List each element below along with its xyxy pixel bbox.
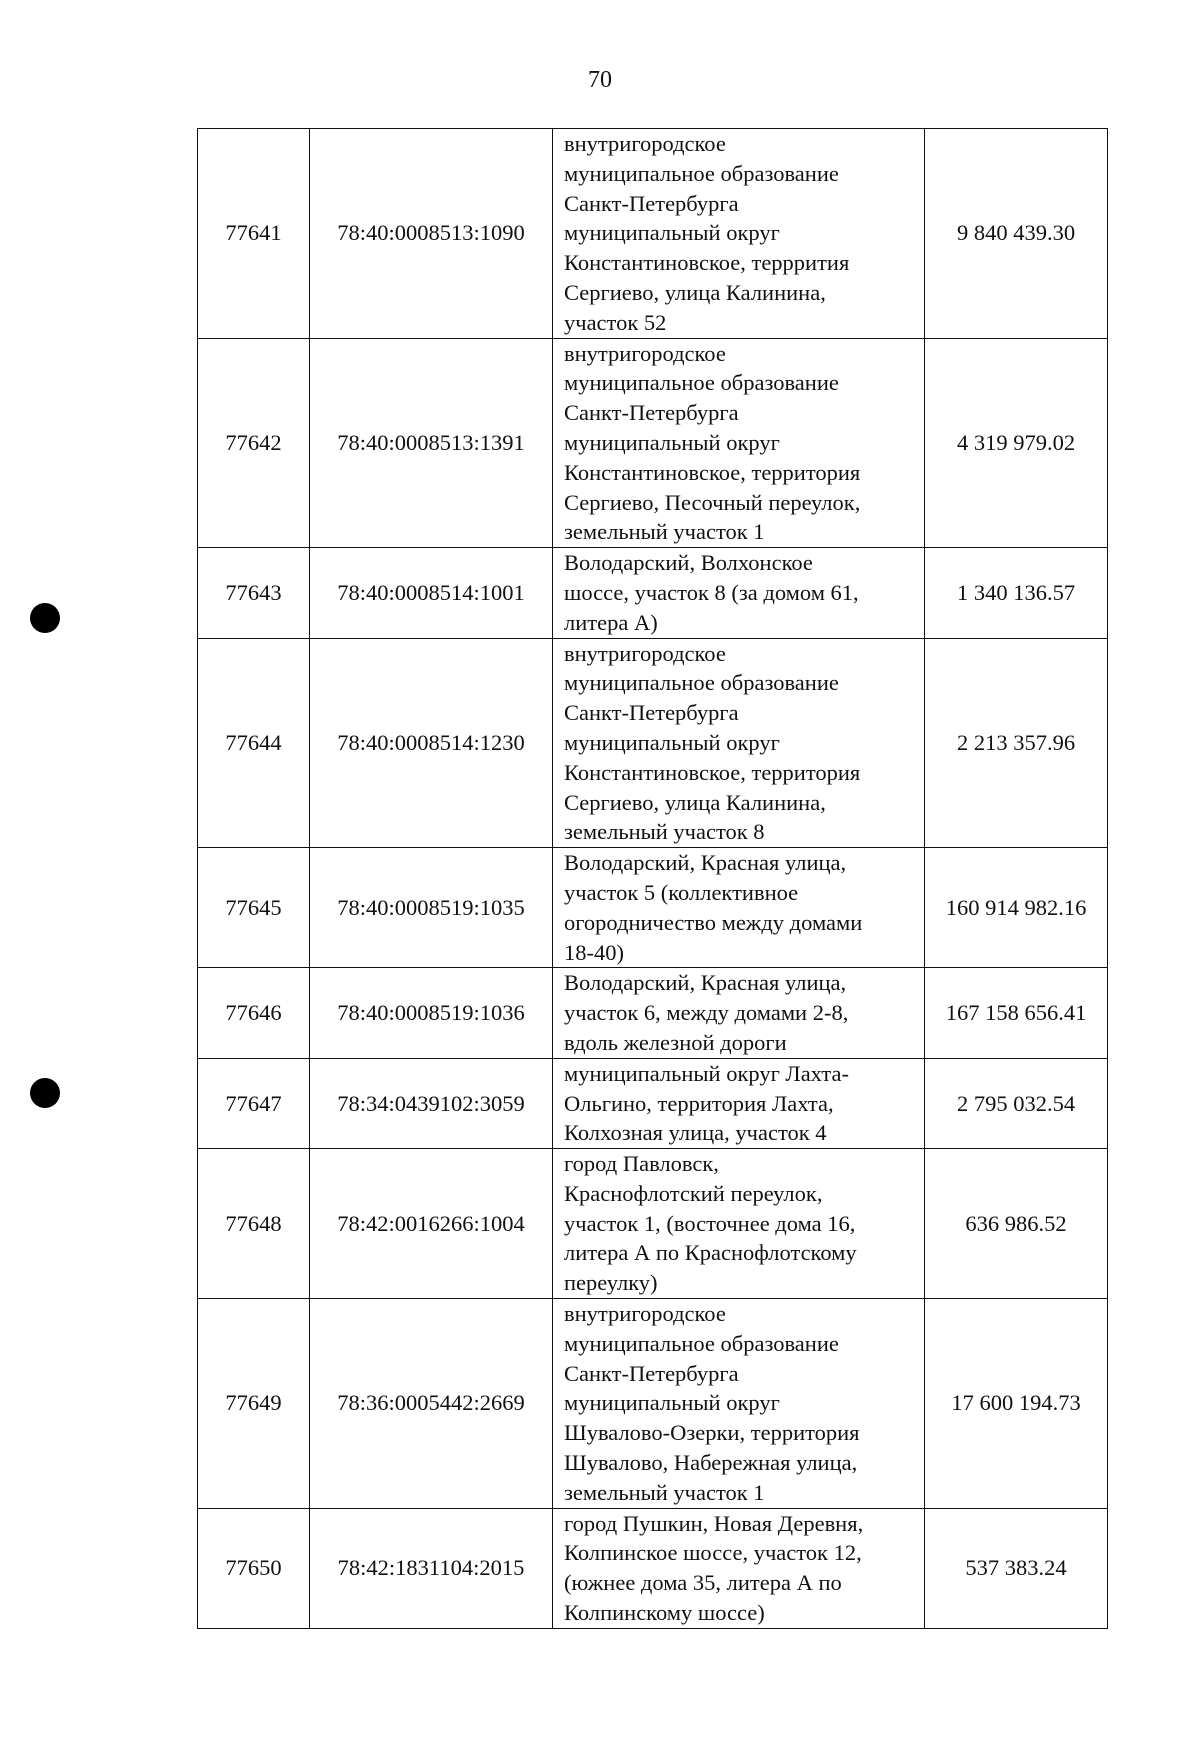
row-number: 77650 — [198, 1508, 310, 1628]
cadastral-number: 78:40:0008513:1391 — [310, 338, 553, 548]
cadastral-value: 537 383.24 — [925, 1508, 1108, 1628]
cadastral-value: 9 840 439.30 — [925, 129, 1108, 339]
punch-hole — [30, 603, 60, 633]
table-row — [198, 129, 1108, 339]
address: Володарский, Волхонское шоссе, участок 8 (за домом 61, литера А) — [553, 548, 925, 638]
cadastral-number: 78:40:0008514:1230 — [310, 638, 553, 848]
row-number: 77641 — [198, 129, 310, 339]
address: муниципальный округ Лахта- Ольгино, территория Лахта, Колхозная улица, участок 4 — [553, 1058, 925, 1148]
table-row — [198, 848, 1108, 968]
cadastral-number: 78:42:0016266:1004 — [310, 1149, 553, 1299]
cadastral-value: 4 319 979.02 — [925, 338, 1108, 548]
table-row — [198, 1149, 1108, 1299]
page-number: 70 — [588, 67, 612, 93]
row-number: 77644 — [198, 638, 310, 848]
table-row — [198, 1299, 1108, 1509]
land-plot-table — [197, 128, 1108, 1629]
address: Володарский, Красная улица, участок 6, между домами 2-8, вдоль железной дороги — [553, 968, 925, 1058]
cadastral-value: 17 600 194.73 — [925, 1299, 1108, 1509]
cadastral-value: 160 914 982.16 — [925, 848, 1108, 968]
cadastral-number: 78:40:0008519:1036 — [310, 968, 553, 1058]
row-number: 77642 — [198, 338, 310, 548]
address: внутригородское муниципальное образование Санкт-Петербурга муниципальный округ Константиновское, территория Сергиево, улица Калинина, земельный участок 8 — [553, 638, 925, 848]
row-number: 77649 — [198, 1299, 310, 1509]
cadastral-number: 78:40:0008514:1001 — [310, 548, 553, 638]
address: внутригородское муниципальное образование Санкт-Петербурга муниципальный округ Константиновское, терррития Сергиево, улица Калинина, участок 52 — [553, 129, 925, 339]
cadastral-value: 636 986.52 — [925, 1149, 1108, 1299]
punch-hole — [30, 1078, 60, 1108]
row-number: 77645 — [198, 848, 310, 968]
cadastral-value: 1 340 136.57 — [925, 548, 1108, 638]
table-row — [198, 968, 1108, 1058]
cadastral-number: 78:40:0008519:1035 — [310, 848, 553, 968]
cadastral-number: 78:36:0005442:2669 — [310, 1299, 553, 1509]
table-row — [198, 338, 1108, 548]
row-number: 77648 — [198, 1149, 310, 1299]
row-number: 77646 — [198, 968, 310, 1058]
table-row — [198, 1058, 1108, 1148]
row-number: 77643 — [198, 548, 310, 638]
cadastral-value: 2 213 357.96 — [925, 638, 1108, 848]
table-row — [198, 548, 1108, 638]
table-row — [198, 1508, 1108, 1628]
address: внутригородское муниципальное образование Санкт-Петербурга муниципальный округ Константиновское, территория Сергиево, Песочный переулок, земельный участок 1 — [553, 338, 925, 548]
cadastral-value: 2 795 032.54 — [925, 1058, 1108, 1148]
cadastral-number: 78:40:0008513:1090 — [310, 129, 553, 339]
row-number: 77647 — [198, 1058, 310, 1148]
address: город Павловск, Краснофлотский переулок, участок 1, (восточнее дома 16, литера А по Краснофлотскому переулку) — [553, 1149, 925, 1299]
table-row — [198, 638, 1108, 848]
cadastral-number: 78:42:1831104:2015 — [310, 1508, 553, 1628]
address: внутригородское муниципальное образование Санкт-Петербурга муниципальный округ Шувалово-Озерки, территория Шувалово, Набережная улица, земельный участок 1 — [553, 1299, 925, 1509]
address: город Пушкин, Новая Деревня, Колпинское шоссе, участок 12, (южнее дома 35, литера А по Колпинскому шоссе) — [553, 1508, 925, 1628]
cadastral-value: 167 158 656.41 — [925, 968, 1108, 1058]
cadastral-number: 78:34:0439102:3059 — [310, 1058, 553, 1148]
address: Володарский, Красная улица, участок 5 (коллективное огородничество между домами 18-40) — [553, 848, 925, 968]
